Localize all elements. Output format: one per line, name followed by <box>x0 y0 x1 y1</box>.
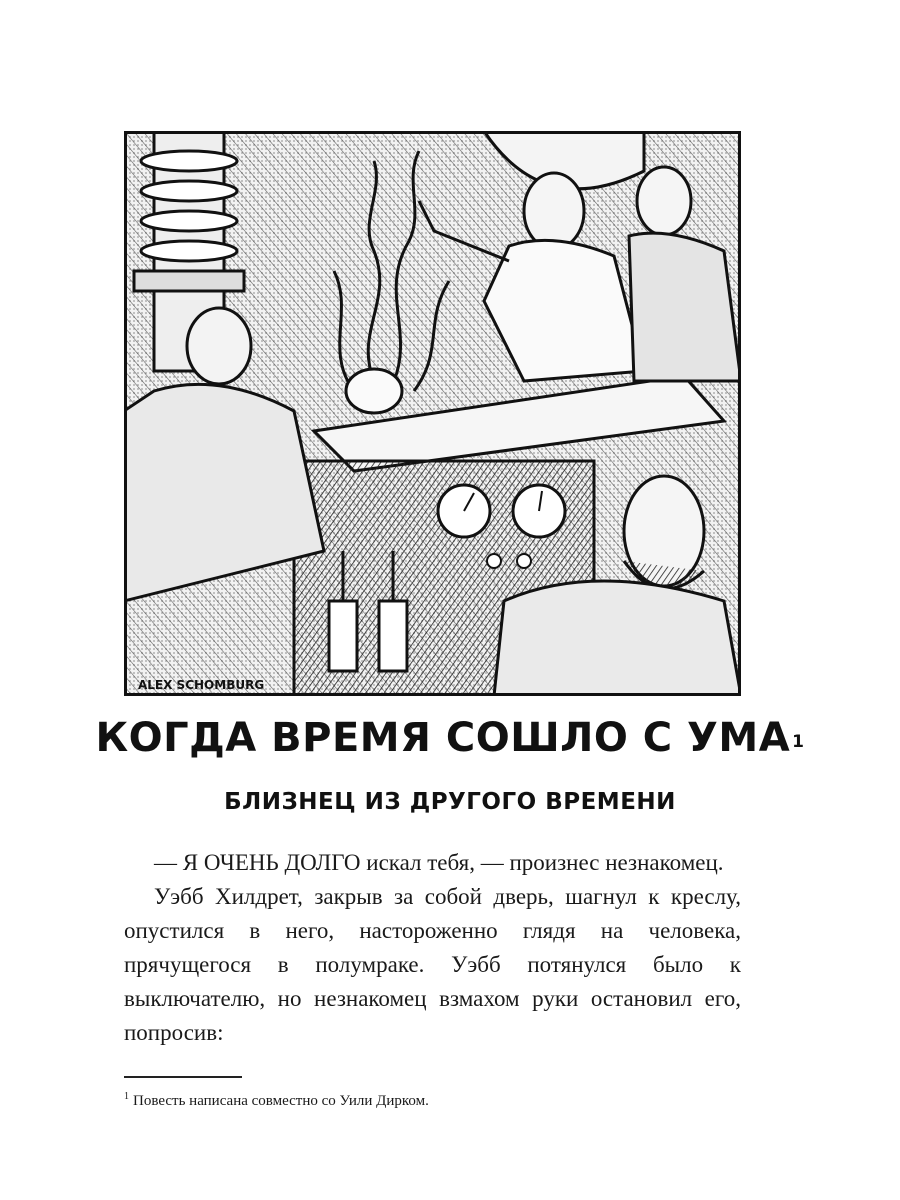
chapter-footnote-marker[interactable]: 1 <box>792 732 805 752</box>
illustration-drawing <box>124 131 741 696</box>
body-text <box>124 846 741 1050</box>
footnote-marker: 1 <box>124 1091 129 1102</box>
chapter-illustration <box>124 131 741 696</box>
chapter-title <box>0 712 900 764</box>
footnote-text: Повесть написана совместно со Уили Дирком. <box>133 1093 429 1109</box>
body-paragraph: — Я ОЧЕНЬ ДОЛГО искал тебя, — произнес незнакомец. <box>154 850 724 875</box>
footnote <box>124 1086 741 1112</box>
chapter-title-text: КОГДА ВРЕМЯ СОШЛО С УМА <box>95 715 791 761</box>
footnote-divider <box>124 1076 242 1078</box>
artist-signature: ALEX SCHOMBURG <box>138 678 265 692</box>
section-title: БЛИЗНЕЦ ИЗ ДРУГОГО ВРЕМЕНИ <box>224 789 676 815</box>
body-paragraph: Уэбб Хилдрет, закрыв за собой дверь, шагнул к креслу, опустился в него, настороженно глядя на человека, прячущегося в полумраке. Уэбб потянулся было к выключателю, но незнакомец взмахом руки остановил его, попросив: <box>124 884 741 1045</box>
